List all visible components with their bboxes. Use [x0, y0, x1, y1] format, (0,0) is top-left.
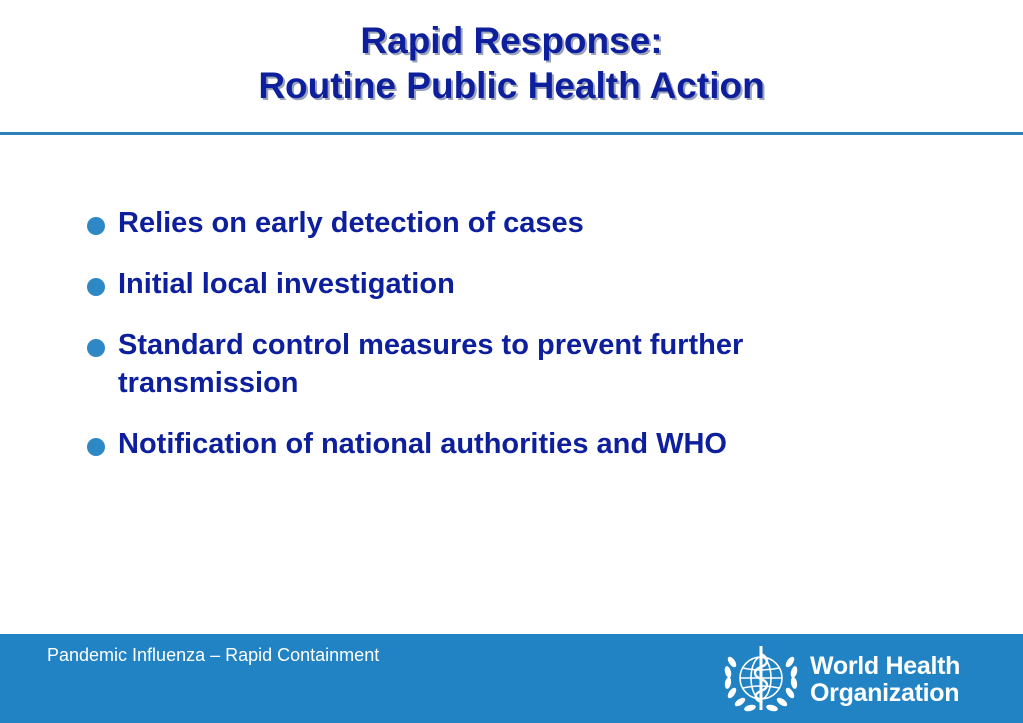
bullet-item [84, 265, 884, 303]
slide-title [0, 18, 1023, 108]
bullet-dot-icon [87, 438, 105, 456]
title-divider [0, 132, 1023, 135]
bullet-text: Initial local investigation [118, 268, 455, 300]
footer-text: Pandemic Influenza – Rapid Containment [47, 645, 380, 665]
bullet-text: Notification of national authorities and WHO [118, 428, 727, 460]
bullet-item [84, 425, 884, 463]
bullet-dot-icon [87, 339, 105, 357]
slide-title-line-2: Routine Public Health Action [258, 65, 765, 106]
bullet-item [84, 204, 884, 242]
bullet-list [84, 204, 884, 486]
who-emblem-icon [719, 640, 803, 716]
who-logo [719, 640, 969, 716]
who-name-line-1: World Health [810, 652, 961, 680]
bullet-text: Relies on early detection of cases [118, 207, 584, 239]
bullet-item [84, 326, 884, 402]
who-name [810, 653, 960, 707]
bullet-text: Standard control measures to prevent further transmission [118, 329, 744, 399]
bullet-dot-icon [87, 217, 105, 235]
footer-bar [0, 634, 1023, 723]
bullet-dot-icon [87, 278, 105, 296]
slide-title-line-1: Rapid Response: [360, 20, 663, 61]
who-name-line-2: Organization [810, 679, 960, 707]
